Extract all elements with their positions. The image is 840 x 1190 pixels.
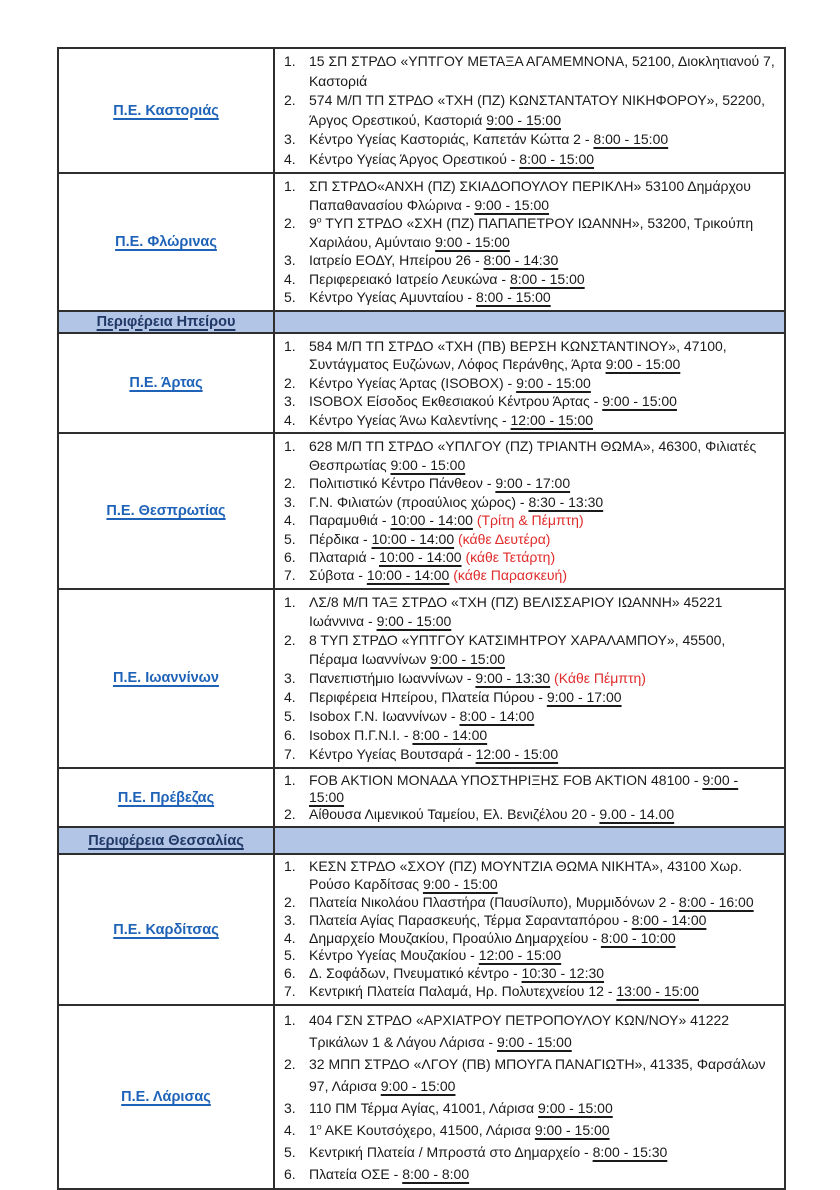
site-hours: 8:00 - 10:00: [600, 929, 676, 946]
site-item: [275, 806, 778, 823]
region-link[interactable]: Π.Ε. Πρέβεζας: [117, 789, 215, 806]
site-item: [275, 493, 778, 511]
site-item-text: ISOBOX Είσοδος Εκθεσιακού Κέντρου Άρτας - 9:00 - 15:00: [309, 393, 677, 410]
site-item-number: 3.: [284, 493, 296, 510]
site-item-text: Κέντρο Υγείας Βουτσαρά - 12:00 - 15:00: [309, 745, 559, 762]
site-item-text: Πλατεία Νικολάου Πλαστήρα (Παυσίλυπο), Μυρμιδόνων 2 - 8:00 - 16:00: [309, 893, 754, 910]
site-hours: 9:00 - 15:00: [497, 1033, 572, 1050]
site-item-number: 2.: [284, 631, 296, 648]
site-item-text: Πλαταριά - 10:00 - 14:00 (κάθε Τετάρτη): [309, 548, 556, 565]
site-item-number: 2.: [284, 893, 296, 910]
site-hours: 8:00 - 16:00: [678, 893, 754, 910]
site-item: [275, 270, 778, 289]
site-item: [275, 894, 778, 912]
site-item-text: Κέντρο Υγείας Καστοριάς, Καπετάν Κώττα 2 - 8:00 - 15:00: [309, 131, 669, 147]
site-hours: 12:00 - 15:00: [475, 745, 559, 762]
site-item-number: 1.: [284, 53, 296, 69]
region-group-header-empty-cell: [275, 828, 784, 853]
site-item-number: 6.: [284, 548, 296, 565]
site-item-number: 1.: [284, 178, 296, 194]
site-hours: 9:00 - 15:00: [486, 111, 561, 128]
site-item-number: 4.: [284, 411, 296, 428]
site-item-text: $1^o$ ΑΚΕ Κουτσόχερο, 41500, Λάρισα 9:00 - 15:00: [309, 1121, 610, 1138]
region-name-cell: [59, 174, 275, 310]
region-name-cell: [59, 434, 275, 587]
site-hours: 9:00 - 17:00: [495, 475, 571, 492]
site-item-number: 7.: [284, 567, 296, 584]
region-row: [59, 172, 784, 310]
site-item: [275, 437, 778, 474]
site-item: [275, 474, 778, 492]
site-item-number: 4.: [284, 270, 296, 287]
site-hours: 8:00 - 14:00: [631, 911, 707, 928]
region-name-cell: [59, 855, 275, 1003]
site-item-text: ΚΕΣΝ ΣΤΡΔΟ «ΣΧΟΥ (ΠΖ) ΜΟΥΝΤΖΙΑ ΘΩΜΑ ΝΙΚΗΤΑ», 43100 Χωρ. Ρούσο Καρδίτσας 9:00 - 15:00: [309, 858, 743, 893]
site-hours: 10:00 - 14:00: [390, 512, 473, 529]
region-row: [59, 767, 784, 827]
site-item: [275, 726, 778, 745]
site-item: [275, 631, 778, 669]
site-item-text: Παραμυθιά - 10:00 - 14:00 (Τρίτη & Πέμπτη): [309, 512, 584, 529]
site-item-text: Περιφέρεια Ηπείρου, Πλατεία Πύρου - 9:00 - 17:00: [309, 688, 622, 705]
site-item-text: 8 ΤΥΠ ΣΤΡΔΟ «ΥΠΤΓΟΥ ΚΑΤΣΙΜΗΤΡΟΥ ΧΑΡΑΛΑΜΠΟΥ», 45500, Πέραμα Ιωαννίνων 9:00 - 15:00: [309, 631, 726, 667]
site-hours: 8:00 - 15:00: [519, 150, 595, 167]
site-item-number: 4.: [284, 1121, 296, 1138]
region-name-cell: [59, 334, 275, 433]
site-item: [275, 530, 778, 548]
site-item-number: 5.: [284, 707, 296, 724]
site-item: [275, 930, 778, 948]
site-item-number: 2.: [284, 92, 296, 108]
site-item-text: ΣΠ ΣΤΡΔΟ«ΑΝΧΗ (ΠΖ) ΣΚΙΑΔΟΠΟΥΛΟΥ ΠΕΡΙΚΛΗ» 53100 Δημάρχου Παπαθανασίου Φλώρινα - 9:00 - 15:00: [309, 178, 751, 213]
sites-list-cell: [275, 174, 784, 310]
site-item-number: 3.: [284, 669, 296, 686]
site-item-number: 5.: [284, 530, 296, 547]
site-item-text: Κέντρο Υγείας Αμυνταίου - 8:00 - 15:00: [309, 289, 551, 305]
site-hours: 10:30 - 12:30: [521, 965, 605, 982]
region-row: [59, 588, 784, 767]
region-group-header-label: Περιφέρεια Θεσσαλίας: [88, 832, 244, 849]
region-link[interactable]: Π.Ε. Φλώρινας: [115, 233, 217, 250]
site-item-text: 574 Μ/Π ΤΠ ΣΤΡΔΟ «ΤΧΗ (ΠΖ) ΚΩΝΣΤΑΝΤΑΤΟΥ ΝΙΚΗΦΟΡΟΥ», 52200, Άργος Ορεστικού, Καστοριά 9:00 - 15:00: [309, 92, 766, 128]
site-item: [275, 374, 778, 393]
site-item-number: 5.: [284, 947, 296, 964]
site-item: [275, 1009, 778, 1053]
site-day-annotation: (κάθε Τετάρτη): [465, 548, 556, 565]
site-item: [275, 288, 778, 307]
site-item: [275, 411, 778, 430]
site-item: [275, 983, 778, 1001]
site-item-text: ΛΣ/8 Μ/Π ΤΑΞ ΣΤΡΔΟ «ΤΧΗ (ΠΖ) ΒΕΛΙΣΣΑΡΙΟΥ ΙΩΑΝΝΗ» 45221 Ιωάννινα - 9:00 - 15:00: [309, 593, 723, 629]
sites-list-cell: [275, 855, 784, 1003]
site-item-text: Κέντρο Υγείας Άρτας (ISOBOX) - 9:00 - 15:00: [309, 374, 591, 391]
site-item-text: Κεντρική Πλατεία / Μπροστά στο Δημαρχείο - 8:00 - 15:30: [309, 1143, 668, 1160]
region-name-cell: [59, 49, 275, 172]
site-item: [275, 1097, 778, 1119]
site-item: [275, 150, 778, 170]
site-item-text: Δημαρχείο Μουζακίου, Προαύλιο Δημαρχείου - 8:00 - 10:00: [309, 929, 676, 946]
site-item: [275, 91, 778, 130]
site-item: [275, 707, 778, 726]
site-hours: 9:00 - 15:00: [390, 456, 466, 473]
site-item-number: 2.: [284, 475, 296, 492]
site-item-number: 5.: [284, 289, 296, 305]
site-item-text: Αίθουσα Λιμενικού Ταμείου, Ελ. Βενιζέλου 20 - 9.00 - 14.00: [309, 806, 675, 823]
site-hours: 9:00 - 15:00: [602, 393, 677, 410]
site-item: [275, 912, 778, 930]
site-item: [275, 177, 778, 214]
site-item: [275, 858, 778, 894]
site-item: [275, 772, 778, 806]
site-hours: 8:30 - 13:30: [528, 493, 604, 510]
site-item-number: 6.: [284, 726, 296, 743]
site-item: [275, 337, 778, 374]
region-link[interactable]: Π.Ε. Λάρισας: [121, 1088, 211, 1105]
site-day-annotation: (κάθε Παρασκευή): [453, 567, 567, 584]
site-item: [275, 669, 778, 688]
site-hours: 9:00 - 15:00: [605, 356, 681, 373]
site-item-text: Δ. Σοφάδων, Πνευματικό κέντρο - 10:30 - 12:30: [309, 965, 605, 982]
site-hours: 12:00 - 15:00: [510, 411, 594, 428]
region-row: [59, 1004, 784, 1188]
region-group-header-row: [59, 310, 784, 332]
site-item-number: 6.: [284, 1165, 296, 1182]
site-hours: 8:00 - 15:00: [475, 289, 551, 305]
site-item: [275, 566, 778, 584]
site-item-text: Πολιτιστικό Κέντρο Πάνθεον - 9:00 - 17:00: [309, 475, 571, 492]
site-hours: 9:00 - 15:00: [422, 876, 498, 893]
site-hours: 10:00 - 14:00: [366, 567, 450, 584]
sites-list-cell: [275, 49, 784, 172]
site-item-text: Πλατεία Αγίας Παρασκευής, Τέρμα Σαρανταπόρου - 8:00 - 14:00: [309, 911, 707, 928]
region-row: [59, 49, 784, 172]
site-hours: 9:00 - 15:00: [309, 771, 739, 805]
site-item-text: Κεντρική Πλατεία Παλαμά, Ηρ. Πολυτεχνείου 12 - 13:00 - 15:00: [309, 982, 699, 999]
site-item-number: 4.: [284, 688, 296, 705]
site-hours: 10:00 - 14:00: [371, 530, 455, 547]
region-name-cell: [59, 1006, 275, 1188]
site-hours: 9:00 - 15:00: [430, 650, 506, 667]
site-item-number: 7.: [284, 745, 296, 762]
sites-list-cell: [275, 434, 784, 587]
site-item-number: 6.: [284, 965, 296, 982]
region-link[interactable]: Π.Ε. Ιωαννίνων: [113, 670, 219, 687]
site-item-text: $9^o$ ΤΥΠ ΣΤΡΔΟ «ΣΧΗ (ΠΖ) ΠΑΠΑΠΕΤΡΟΥ ΙΩΑΝΝΗ», 53200, Τρικούπη Χαριλάου, Αμύνταιο 9:00 - 15:00: [309, 214, 754, 250]
region-row: [59, 332, 784, 433]
sites-list-cell: [275, 1006, 784, 1188]
site-item: [275, 1141, 778, 1163]
site-item: [275, 52, 778, 91]
site-item: [275, 947, 778, 965]
site-item-text: Isobox Γ.Ν. Ιωαννίνων - 8:00 - 14:00: [309, 707, 535, 724]
site-item-text: 32 ΜΠΠ ΣΤΡΔΟ «ΛΓΟΥ (ΠΒ) ΜΠΟΥΓΑ ΠΑΝΑΓΙΩΤΗ», 41335, Φαρσάλων 97, Λάρισα 9:00 - 15:00: [309, 1055, 766, 1094]
region-link[interactable]: Π.Ε. Καστοριάς: [113, 102, 219, 119]
site-item-number: 1.: [284, 337, 296, 354]
site-item-text: Γ.Ν. Φιλιατών (προαύλιος χώρος) - 8:30 - 13:30: [309, 493, 604, 510]
site-item-text: 584 Μ/Π ΤΠ ΣΤΡΔΟ «ΤΧΗ (ΠΒ) ΒΕΡΣΗ ΚΩΝΣΤΑΝΤΙΝΟΥ», 47100, Συντάγματος Ευζώνων, Λόφος Περάνθης, Άρτα 9:00 - 15:00: [309, 337, 727, 373]
site-item-text: Πλατεία ΟΣΕ - 8:00 - 8:00: [309, 1165, 470, 1182]
site-hours: 9:00 - 15:00: [534, 1121, 610, 1138]
site-hours: 8:00 - 15:30: [592, 1143, 668, 1160]
site-item-text: 404 ΓΣΝ ΣΤΡΔΟ «ΑΡΧΙΑΤΡΟΥ ΠΕΤΡΟΠΟΥΛΟΥ ΚΩΝ/ΝΟΥ» 41222 Τρικάλων 1 & Λάγου Λάρισα - 9:00 - 15:00: [309, 1011, 730, 1050]
site-hours: 8:00 - 14:30: [483, 252, 559, 268]
region-group-header-empty-cell: [275, 312, 784, 332]
site-item-text: Πανεπιστήμιο Ιωαννίνων - 9:00 - 13:30 (Κάθε Πέμπτη): [309, 669, 646, 686]
site-day-annotation: (κάθε Δευτέρα): [458, 530, 551, 547]
site-hours: 10:00 - 14:00: [379, 548, 462, 565]
site-hours: 9:00 - 15:00: [538, 1099, 613, 1116]
site-day-annotation: (Κάθε Πέμπτη): [554, 669, 646, 686]
region-row: [59, 432, 784, 587]
site-hours: 12:00 - 15:00: [478, 947, 562, 964]
site-item: [275, 392, 778, 411]
region-group-header-row: [59, 826, 784, 853]
site-item-number: 1.: [284, 1011, 296, 1028]
site-hours: 9.00 - 14.00: [599, 806, 675, 823]
site-hours: 9:00 - 15:00: [474, 196, 550, 213]
site-item-number: 2.: [284, 806, 296, 823]
region-link[interactable]: Π.Ε. Καρδίτσας: [113, 921, 219, 938]
site-item: [275, 1053, 778, 1097]
sites-list-cell: [275, 334, 784, 433]
site-item-number: 3.: [284, 393, 296, 410]
site-item-number: 5.: [284, 1143, 296, 1160]
site-item: [275, 1163, 778, 1185]
site-item-number: 1.: [284, 858, 296, 875]
site-hours: 8:00 - 14:00: [459, 707, 535, 724]
site-item-number: 2.: [284, 1055, 296, 1072]
site-item-number: 3.: [284, 911, 296, 928]
region-group-header-label: Περιφέρεια Ηπείρου: [96, 313, 236, 330]
site-item: [275, 251, 778, 270]
region-group-header-cell: [59, 312, 275, 332]
site-item: [275, 593, 778, 631]
site-item-text: Σύβοτα - 10:00 - 14:00 (κάθε Παρασκευή): [309, 567, 567, 584]
site-hours: 9:00 - 15:00: [435, 233, 510, 250]
site-hours: 9:00 - 13:30: [475, 669, 551, 686]
site-hours: 8:00 - 15:00: [593, 131, 669, 147]
site-item-number: 4.: [284, 929, 296, 946]
site-item-text: FOB AKTION ΜΟΝΑΔΑ ΥΠΟΣΤΗΡΙΞΗΣ FOB AKTION 48100 - 9:00 - 15:00: [309, 771, 739, 805]
site-item-text: Isobox Π.Γ.Ν.Ι. - 8:00 - 14:00: [309, 726, 488, 743]
region-link[interactable]: Π.Ε. Άρτας: [129, 374, 203, 391]
site-item-text: Κέντρο Υγείας Άργος Ορεστικού - 8:00 - 15:00: [309, 150, 595, 167]
site-item-number: 1.: [284, 593, 296, 610]
region-group-header-cell: [59, 828, 275, 853]
site-item-text: 15 ΣΠ ΣΤΡΔΟ «ΥΠΤΓΟΥ ΜΕΤΑΞΑ ΑΓΑΜΕΜΝΟΝΑ, 52100, Διοκλητιανού 7, Καστοριά: [309, 53, 775, 89]
site-item-number: 1.: [284, 771, 296, 788]
site-item-text: 628 Μ/Π ΤΠ ΣΤΡΔΟ «ΥΠΛΓΟΥ (ΠΖ) ΤΡΙΑΝΤΗ ΘΩΜΑ», 46300, Φιλιατές Θεσπρωτίας 9:00 - 15:00: [309, 438, 757, 473]
sites-list-cell: [275, 769, 784, 827]
site-hours: 8:00 - 8:00: [402, 1165, 470, 1182]
site-item-number: 4.: [284, 150, 296, 167]
site-item: [275, 548, 778, 566]
site-item: [275, 1119, 778, 1141]
site-hours: 8:00 - 15:00: [509, 270, 585, 287]
site-item: [275, 214, 778, 251]
site-hours: 9:00 - 15:00: [516, 374, 591, 391]
site-hours: 13:00 - 15:00: [616, 982, 699, 999]
site-item-number: 3.: [284, 252, 296, 268]
site-hours: 8:00 - 14:00: [412, 726, 488, 743]
site-item: [275, 688, 778, 707]
site-item-text: Κέντρο Υγείας Μουζακίου - 12:00 - 15:00: [309, 947, 562, 964]
site-item-number: 3.: [284, 131, 296, 147]
site-item-number: 3.: [284, 1099, 296, 1116]
site-item-number: 1.: [284, 438, 296, 455]
site-item: [275, 511, 778, 529]
site-item: [275, 965, 778, 983]
site-item-number: 7.: [284, 982, 296, 999]
site-hours: 9:00 - 15:00: [376, 612, 452, 629]
site-item: [275, 130, 778, 150]
site-item-text: 110 ΠΜ Τέρμα Αγίας, 41001, Λάρισα 9:00 - 15:00: [309, 1099, 613, 1116]
site-item-number: 2.: [284, 374, 296, 391]
site-hours: 9:00 - 17:00: [546, 688, 622, 705]
site-item-text: Ιατρείο ΕΟΔΥ, Ηπείρου 26 - 8:00 - 14:30: [309, 252, 559, 268]
site-hours: 9:00 - 15:00: [380, 1077, 456, 1094]
site-item: [275, 745, 778, 764]
region-link[interactable]: Π.Ε. Θεσπρωτίας: [106, 503, 226, 520]
region-row: [59, 853, 784, 1003]
site-item-text: Πέρδικα - 10:00 - 14:00 (κάθε Δευτέρα): [309, 530, 551, 547]
region-name-cell: [59, 769, 275, 827]
site-day-annotation: (Τρίτη & Πέμπτη): [476, 512, 584, 529]
vaccination-sites-table: [57, 47, 786, 1190]
sites-list-cell: [275, 590, 784, 767]
site-item-number: 4.: [284, 512, 296, 529]
region-name-cell: [59, 590, 275, 767]
site-item-text: Περιφερειακό Ιατρείο Λευκώνα - 8:00 - 15:00: [309, 270, 585, 287]
site-item-text: Κέντρο Υγείας Άνω Καλεντίνης - 12:00 - 15:00: [309, 411, 594, 428]
site-item-number: 2.: [284, 215, 296, 231]
